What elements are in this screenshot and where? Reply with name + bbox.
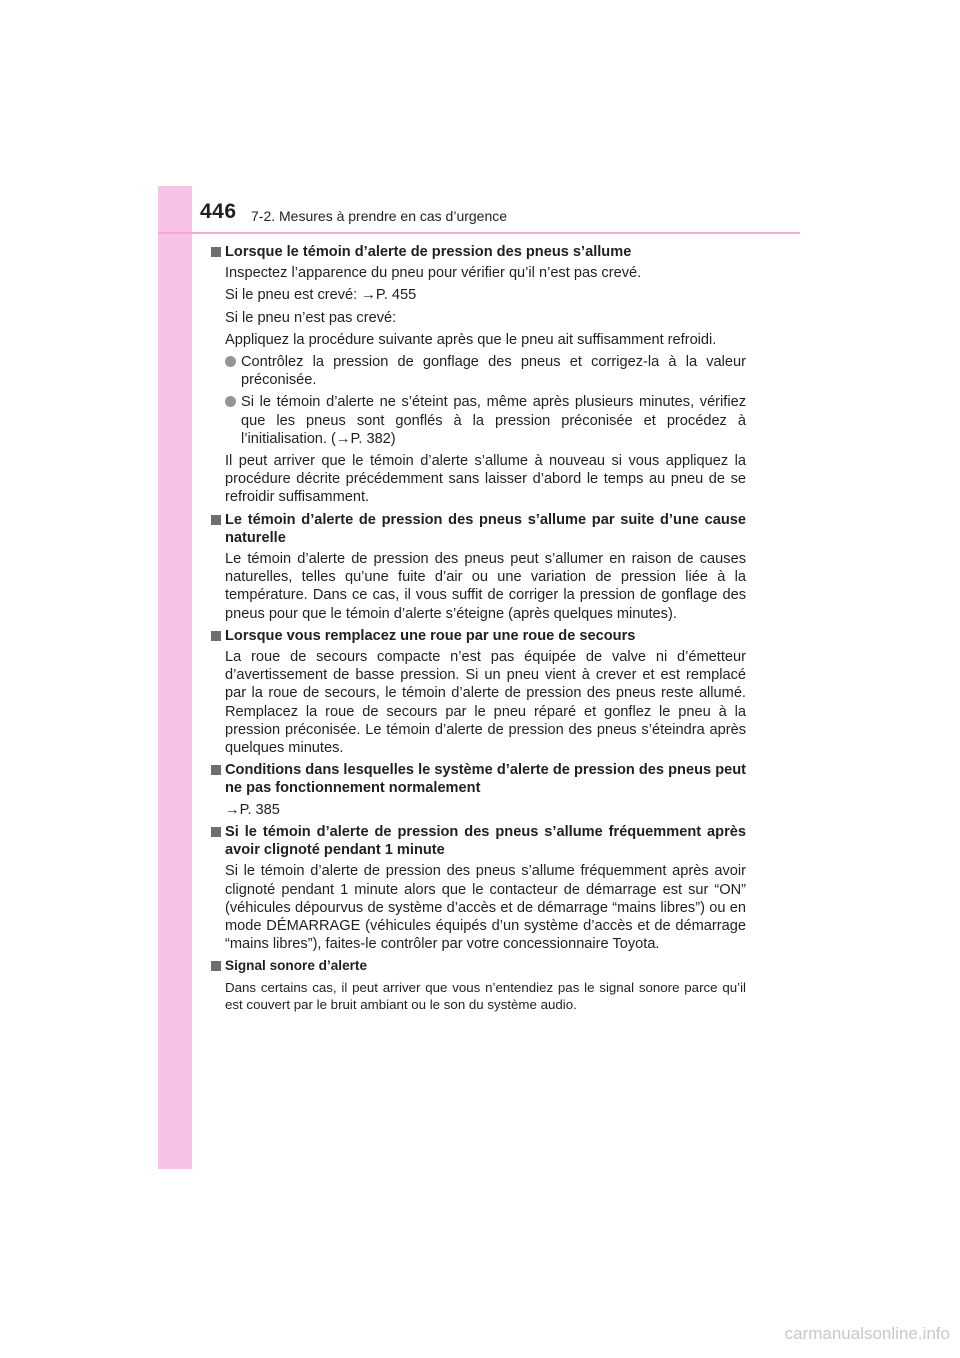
section-title: Signal sonore d’alerte	[210, 957, 746, 975]
section-title: Si le témoin d’alerte de pression des pneus s’allume fréquemment après avoir clignoté pendant 1 minute	[210, 823, 746, 859]
paragraph: Si le témoin d’alerte de pression des pneus s’allume fréquemment après avoir clignoté pendant 1 minute alors que le contacteur de démarrage est sur “ON” (véhicules dépourvus de système d’accès et de démarrage “mains libres”) ou en mode DÉMARRAGE (véhicules équipés d’un système d’accès et de démarrage “mains libres”), faites-le contrôler par votre concessionnaire Toyota.	[225, 863, 746, 953]
paragraph: Dans certains cas, il peut arriver que vous n’entendiez pas le signal sonore parce qu’il est couvert par le bruit ambiant ou le son du système audio.	[225, 979, 746, 1013]
paragraph: Si le pneu n’est pas crevé:	[225, 309, 397, 326]
watermark: carmanualsonline.info	[784, 1324, 950, 1343]
page-content	[210, 243, 746, 1018]
square-marker-icon	[211, 961, 221, 971]
section-title: Lorsque vous remplacez une roue par une roue de secours	[210, 627, 746, 645]
section-conditions	[210, 761, 746, 819]
bullet-item: Contrôlez la pression de gonflage des pneus et corrigez-la à la valeur préconisée.	[210, 353, 746, 389]
paragraph: La roue de secours compacte n’est pas équipée de valve ni d’émetteur d’avertissement de basse pression. Si un pneu vient à crever et est remplacé par la roue de secours, le témoin d’alerte de pression des pneus reste allumé. Remplacez la roue de secours par le pneu réparé et gonflez le pneu à la pression préconisée. Le témoin d’alerte de pression des pneus s’éteindra après quelques minutes.	[225, 649, 746, 757]
bullet-dot-icon	[225, 396, 236, 407]
square-marker-icon	[211, 247, 221, 257]
section-natural-cause	[210, 511, 746, 623]
square-marker-icon	[211, 827, 221, 837]
chapter-sidebar-tab	[158, 186, 192, 1169]
section-title: Conditions dans lesquelles le système d’alerte de pression des pneus peut ne pas fonctionnement normalement	[210, 761, 746, 797]
section-title: Le témoin d’alerte de pression des pneus s’allume par suite d’une cause naturelle	[210, 511, 746, 547]
chapter-title: 7-2. Mesures à prendre en cas d’urgence	[251, 208, 508, 224]
paragraph: Il peut arriver que le témoin d’alerte s’allume à nouveau si vous appliquez la procédure décrite précédemment sans laisser d’abord le temps au pneu de se refroidir suffisamment.	[225, 453, 746, 506]
paragraph: Le témoin d’alerte de pression des pneus peut s’allumer en raison de causes naturelles, telles qu’une fuite d’air ou une variation de pression liée à la température. Dans ce cas, il vous suffit de corriger la pression de gonflage des pneus pour que le témoin d’alerte s’éteigne (après quelques minutes).	[225, 551, 746, 622]
section-title: Lorsque le témoin d’alerte de pression des pneus s’allume	[210, 243, 746, 261]
paragraph: Appliquez la procédure suivante après que le pneu ait suffisamment refroidi.	[225, 331, 717, 348]
square-marker-icon	[211, 765, 221, 775]
bullet-item: Si le témoin d’alerte ne s’éteint pas, même après plusieurs minutes, vérifiez que les pneus sont gonflés à la pression préconisée et procédez à l’initialisation. (→P. 382)	[210, 393, 746, 448]
square-marker-icon	[211, 631, 221, 641]
section-spare-wheel	[210, 627, 746, 757]
bullet-dot-icon	[225, 356, 236, 367]
header-divider	[158, 232, 800, 234]
page-number: 446	[200, 200, 237, 223]
paragraph: Inspectez l’apparence du pneu pour vérifier qu’il n’est pas crevé.	[225, 265, 642, 282]
section-buzzer	[210, 957, 746, 1013]
page-reference: →P. 385	[225, 801, 280, 818]
section-tire-warning-on	[210, 243, 746, 507]
square-marker-icon	[211, 515, 221, 525]
paragraph: Si le pneu est crevé: →P. 455	[225, 287, 417, 304]
section-frequent-warning	[210, 823, 746, 953]
